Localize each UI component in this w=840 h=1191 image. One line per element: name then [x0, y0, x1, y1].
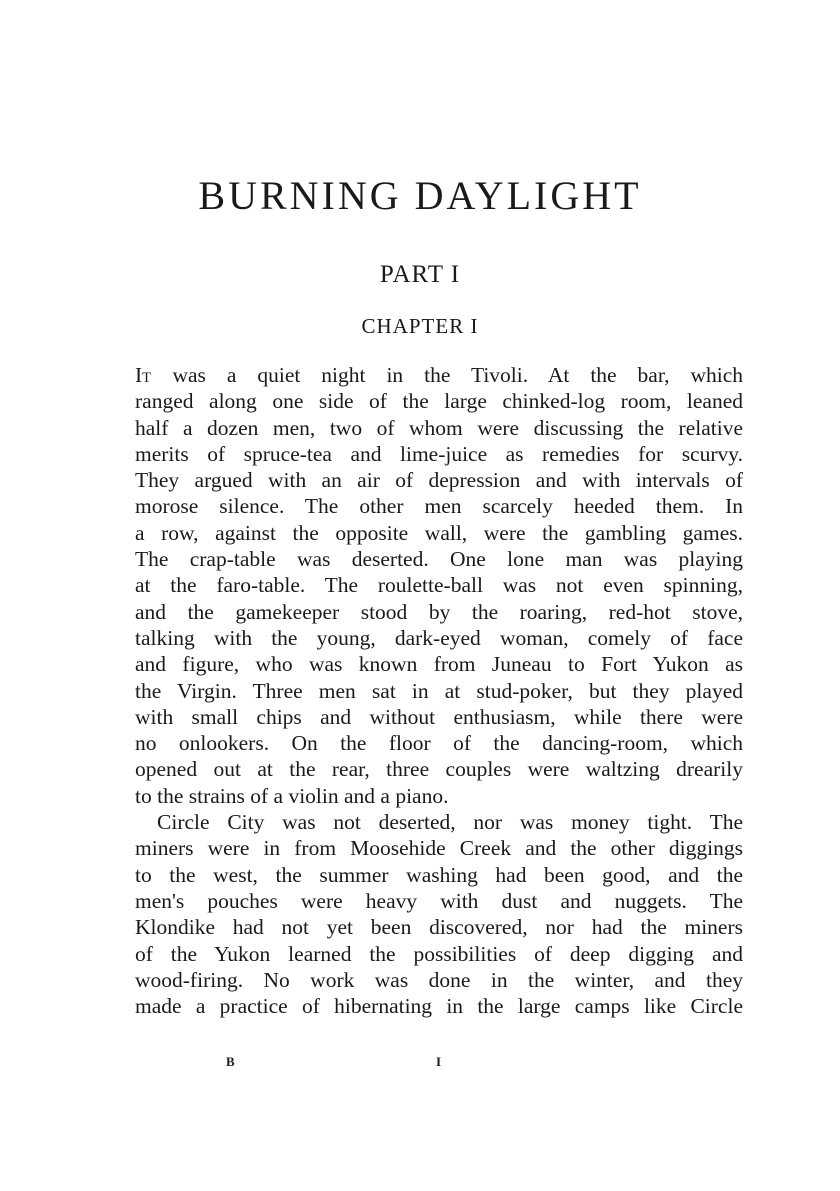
- text-line: with small chips and without enthusiasm, while there were: [135, 704, 743, 729]
- text-line: miners were in from Moosehide Creek and the other diggings: [135, 836, 743, 861]
- text-line: at the faro-table. The roulette-ball was not even spinning,: [135, 573, 743, 598]
- text-line: the Virgin. Three men sat in at stud-poker, but they played: [135, 678, 743, 703]
- page-number: I: [436, 1054, 442, 1069]
- text-line: men's pouches were heavy with dust and nuggets. The: [135, 888, 743, 913]
- chapter-title: CHAPTER I: [361, 314, 479, 338]
- text-line: Circle City was not deserted, nor was money tight. The: [157, 810, 743, 835]
- text-line: morose silence. The other men scarcely heeded them. In: [135, 494, 743, 519]
- text-line: and the gamekeeper stood by the roaring, red-hot stove,: [135, 599, 743, 624]
- text-line: They argued with an air of depression and with intervals of: [135, 468, 743, 493]
- text-line: talking with the young, dark-eyed woman, comely of face: [135, 625, 743, 650]
- chapter-body: [135, 362, 743, 1019]
- text-line: IT was a quiet night in the Tivoli. At the bar, which: [135, 363, 743, 387]
- text-line: a row, against the opposite wall, were the gambling games.: [135, 520, 743, 545]
- text-line: wood-firing. No work was done in the winter, and they: [135, 967, 743, 992]
- text-line: of the Yukon learned the possibilities of deep digging and: [135, 941, 743, 966]
- text-line: half a dozen men, two of whom were discussing the relative: [135, 415, 743, 440]
- signature-mark: B: [226, 1054, 236, 1069]
- text-line: The crap-table was deserted. One lone man was playing: [135, 547, 743, 572]
- text-line: no onlookers. On the floor of the dancing-room, which: [135, 731, 743, 756]
- drop-initial: IT: [135, 363, 152, 387]
- part-title: PART I: [379, 261, 461, 288]
- text-line: ranged along one side of the large chinked-log room, leaned: [135, 389, 743, 414]
- text-line: to the strains of a violin and a piano.: [135, 783, 449, 808]
- text-line: opened out at the rear, three couples were waltzing drearily: [135, 757, 743, 782]
- text-line: and figure, who was known from Juneau to Fort Yukon as: [135, 652, 743, 677]
- book-title: BURNING DAYLIGHT: [198, 173, 642, 218]
- text-line: to the west, the summer washing had been good, and the: [135, 862, 743, 887]
- text-line: made a practice of hibernating in the large camps like Circle: [135, 994, 743, 1019]
- text-line: merits of spruce-tea and lime-juice as remedies for scurvy.: [135, 441, 743, 466]
- text-line: Klondike had not yet been discovered, nor had the miners: [135, 915, 743, 940]
